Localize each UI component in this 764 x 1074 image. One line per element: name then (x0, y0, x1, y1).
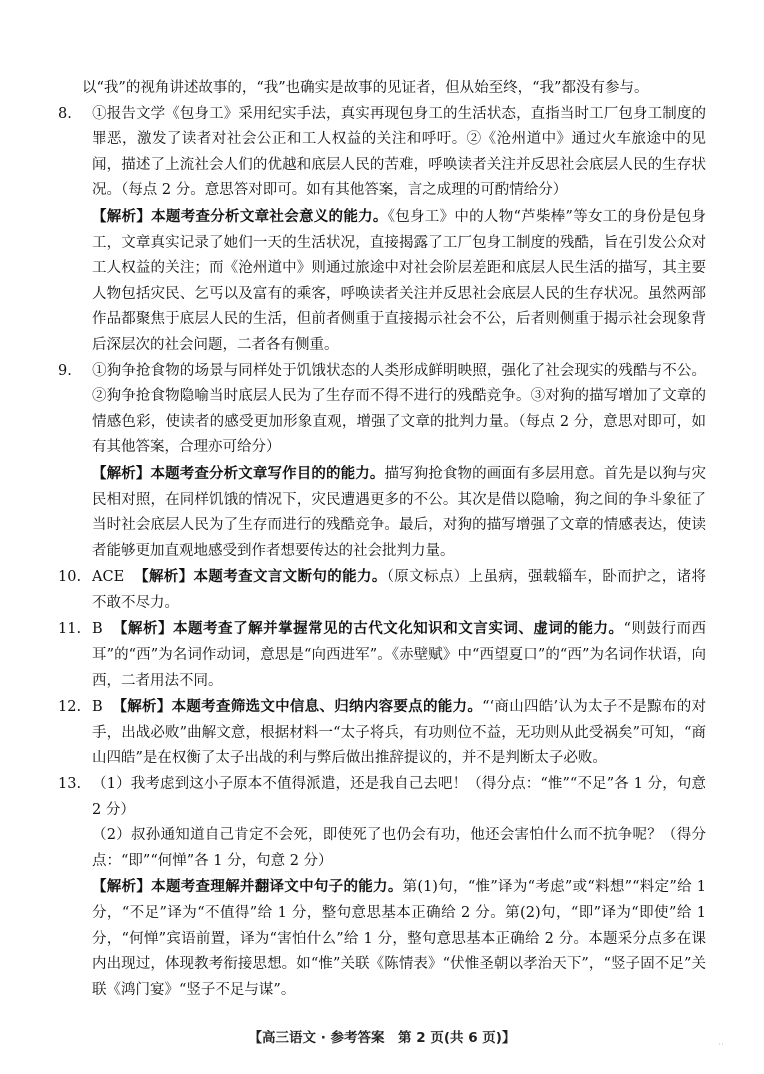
analysis-body: 第(1)句，“惟”译为“考虑”或“料想”“料定”给 1 分，“不足”译为“不值得”给 1 分，整句意思基本正确给 2 分。第(2)句，“即”译为“即使”给 1 分，“何惮”宾语前置，译为“害怕什么”给 1 分，整句意思基本正确给 2 分。本题采分点多在课内出现过，体现教考衔接思想。如“惟”关联《陈情表》“伏惟圣朝以孝治天下”，“竖子固不足”关联《鸿门宴》“竖子不足与谋”。 (92, 879, 706, 998)
answer-choice: ACE (92, 569, 125, 586)
question-number: 10. (58, 569, 82, 586)
question-8-analysis (58, 204, 706, 359)
answer-choice: B (92, 699, 103, 716)
analysis-body: “则鼓行而西耳”的“西”为名词作动词，意思是“向西进军”。《赤壁赋》中“西望夏口”的“西”为名词作状语，向西，二者用法不同。 (92, 621, 707, 689)
question-9-analysis (58, 461, 706, 564)
question-number: 12. (58, 699, 82, 716)
analysis-body: （原文标点）上虽病，强载辎车，卧而护之，诸将不敢不尽力。 (92, 569, 706, 611)
question-12-answer (58, 694, 706, 772)
analysis-tag: 【解析】 (134, 568, 194, 586)
analysis-body: 《包身工》中的人物“芦柴棒”等女工的身份是包身工，文章真实记录了她们一天的生活状况，直接揭露了工厂包身工制度的残酷，旨在引发公众对工人权益的关注；而《沧州道中》则通过旅途中对社会阶层差距和底层人民生活的描写，其主要人物包括灾民、乞丐以及富有的乘客，呼唤读者关注并反思社会底层人民的生存状况。虽然两部作品都聚焦于底层人民的生活，但前者侧重于直接揭示社会不公，后者则侧重于揭示社会现象背后深层次的社会问题，二者各有侧重。 (92, 208, 707, 353)
question-11-answer (58, 616, 706, 694)
analysis-lead: 本题考查文言文断句的能力。 (193, 568, 387, 586)
analysis-body: 描写狗抢食物的画面有多层用意。首先是以狗与灾民相对照，在同样饥饿的情况下，灾民遭遇更多的不公。其次是借以隐喻，狗之间的争斗象征了当时社会底层人民为了生存而进行的残酷竞争。最后，对狗的描写增强了文章的情感表达，使读者能够更加直观地感受到作者想要传达的社会批判力量。 (92, 465, 707, 559)
question-13-answer-2: （2）叔孙通知道自己肯定不会死，即使死了也仍会有功，他还会害怕什么而不抗争呢？（得分点：“即”“何惮”各 1 分，句意 2 分） (92, 827, 706, 869)
analysis-tag: 【解析】 (92, 878, 152, 896)
analysis-lead: 本题考查了解并掌握常见的古代文化知识和文言实词、虚词的能力。 (173, 620, 624, 638)
analysis-lead: 本题考查筛选文中信息、归纳内容要点的能力。 (171, 698, 483, 716)
analysis-tag: 【解析】 (112, 620, 173, 638)
analysis-tag: 【解析】 (112, 698, 172, 716)
answer-text: （1）我考虑到这小子原本不值得派遣，还是我自己去吧！（得分点：“惟”“不足”各 1 分，句意 2 分） (92, 776, 706, 818)
question-10-answer (58, 564, 706, 616)
question-8-answer (58, 102, 706, 204)
analysis-lead: 本题考查理解并翻译文中句子的能力。 (151, 878, 403, 896)
analysis-tag: 【解析】 (92, 464, 151, 482)
page-footer: 【高三语文 · 参考答案 第 2 页(共 6 页)】 (248, 1030, 516, 1046)
continued-answer-line: 以“我”的视角讲述故事的，“我”也确实是故事的见证者，但从始至终，“我”都没有参与。 (82, 80, 649, 96)
question-number: 11. (58, 621, 82, 638)
question-number: 13. (58, 776, 82, 793)
analysis-body: “‘商山四皓’认为太子不是黥布的对手，出战必败”曲解文意，根据材料一“太子将兵，有功则位不益，无功则从此受祸矣”可知，“商山四皓”是在权衡了太子出战的利与弊后做出推辞提议的，并不是判断太子必败。 (92, 699, 707, 767)
answer-text: ①狗争抢食物的场景与同样处于饥饿状态的人类形成鲜明映照，强化了社会现实的残酷与不公。②狗争抢食物隐喻当时底层人民为了生存而不得不进行的残酷竞争。③对狗的描写增加了文章的情感色彩，使读者的感受更加形象直观，增强了文章的批判力量。（每点 2 分，意思对即可，如有其他答案，合理亦可给分） (92, 362, 706, 456)
answer-choice: B (92, 621, 103, 638)
question-13-answer-1 (58, 772, 706, 823)
question-number: 9. (58, 362, 72, 379)
question-13-analysis (58, 874, 706, 1003)
corner-mark: ·· (718, 1040, 724, 1050)
question-number: 8. (58, 105, 72, 122)
analysis-lead: 本题考查分析文章写作目的的能力。 (150, 464, 385, 482)
answer-text: ①报告文学《包身工》采用纪实手法，真实再现包身工的生活状态，直指当时工厂包身工制度的罪恶，激发了读者对社会公正和工人权益的关注和呼吁。②《沧州道中》通过火车旅途中的见闻，描述了上流社会人们的优越和底层人民的苦难，呼唤读者关注并反思社会底层人民的生存状况。（每点 2 分。意思答对即可。如有其他答案，言之成理的可酌情给分） (92, 105, 706, 199)
question-9-answer (58, 359, 706, 461)
analysis-lead: 本题考查分析文章社会意义的能力。 (151, 207, 388, 225)
analysis-tag: 【解析】 (92, 207, 152, 225)
